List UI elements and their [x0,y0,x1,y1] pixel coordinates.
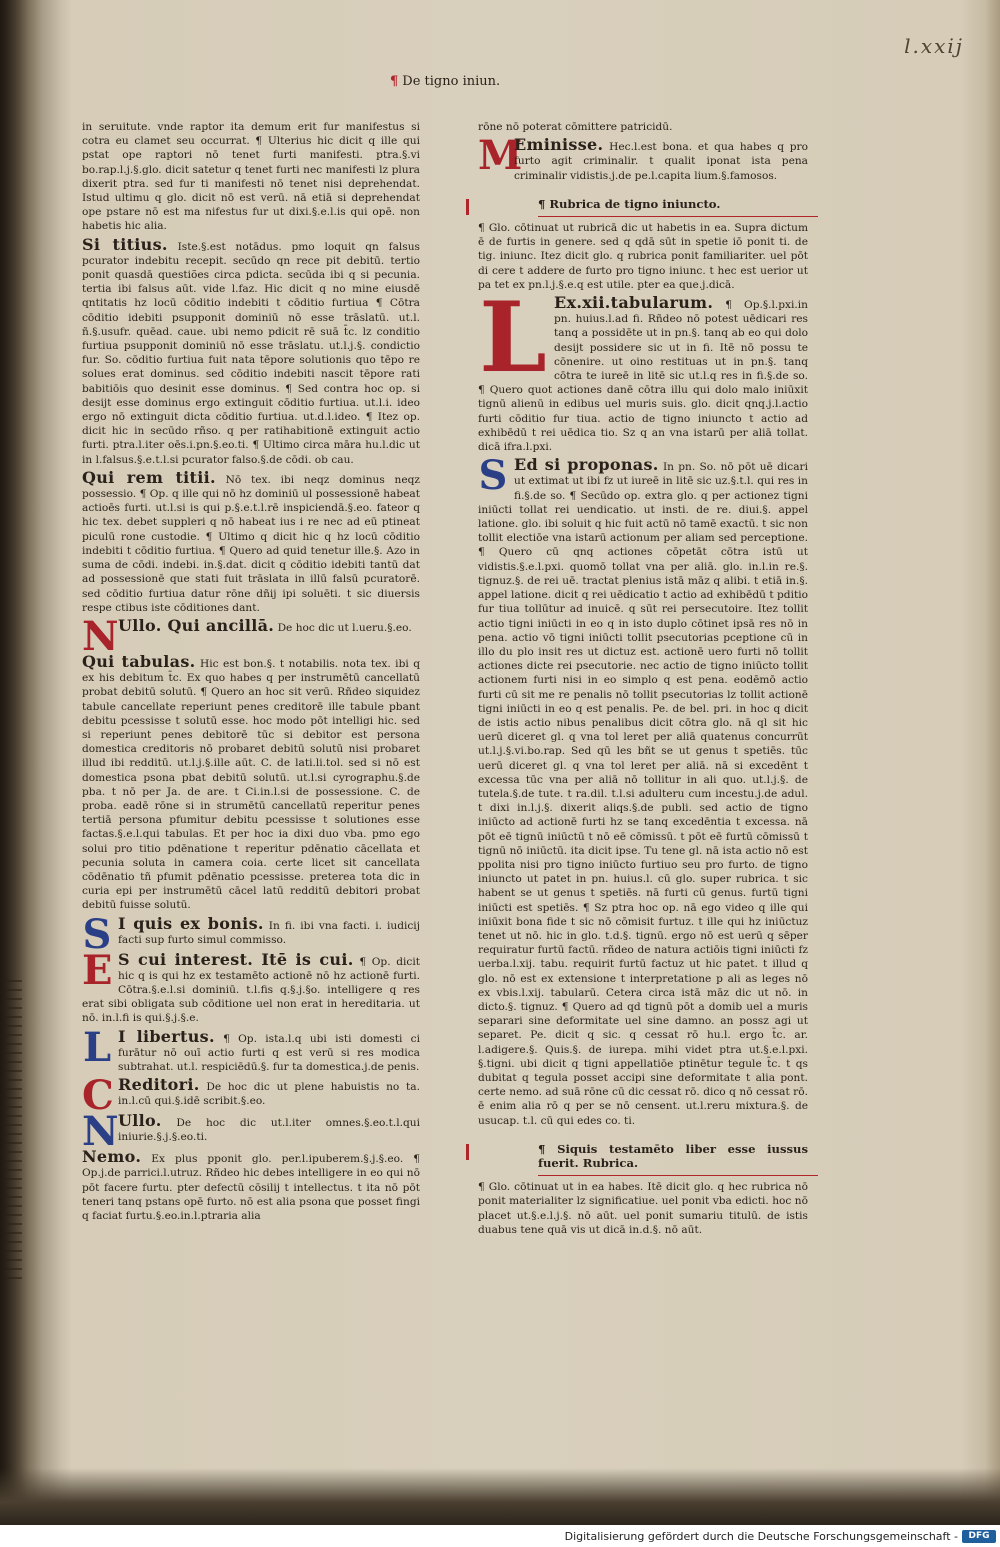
lemma-heading: Ed si proponas. [514,455,659,475]
running-head-text: De tigno iniun. [402,74,501,89]
footer-credit: Digitalisierung gefördert durch die Deutsche Forschungsgemeinschaft - [564,1530,958,1543]
decorated-initial: S [82,910,112,958]
lemma-heading: I libertus. [118,1026,215,1046]
gloss-text: ¶ Op. ista.l.q ubi isti domesti ci furātur nō ouī actio furti q est verū si res modica subtrahat. ut.l. respiciēdū.§. fur ta domestica.j.de penis. [118,1032,420,1073]
text-paragraph: ¶ Glo. cōtinuat ut rubricā dic ut habetis in ea. Supra dictum ē de furtis in genere. sed q qdā sūt in spetie iō ponit ti. de tig. iniunc. Itez dicit glo. q rubrica ponit familiariter. uel pōt di cere t addere de furto pro tigno iniunc. t hec est uerior ut pa tet ex pn.l.j.§.e.q est utile. pter ea que.j.dicā. [478,222,808,291]
decorated-initial: S [478,452,508,500]
decorated-initial: N [82,1108,119,1156]
gloss-paragraph [82,946,421,1026]
gloss-text: Nō tex. ibi neqz dominus neqz possessio. ¶ Op. q ille qui nō hz dominiū ul possessionē habeat actioēs furti. ut.l.si is qui p.§.e.t.l.rē inspiciendā.§.eo. fateor q hic tex. debet suppleri q nō habeat ius i re nec ad eū ptineat piculū rone custodie. ¶ Ultimo q dicit hic q hz locū cōditio indebiti t cōditio furtiua. ¶ Quero ad quid tenetur ille.§. Azo in suma de cōdi. indebi. in.§.dat. dicit q cōditio idebiti tantū dat ad possessionē que stati fuit trāslata in illū falsū pcuratorē. sed cōditio furtiua datur rōne dñij ipi soluēti. t sic diuersis respe ctibus iste cōditiones dant. [82,473,420,614]
folio-number: l.xxij [904,34,964,58]
decorated-initial: E [82,946,113,994]
gloss-paragraph [478,132,808,183]
lemma-heading: S cui interest. Itē is cui. [118,949,354,969]
gloss-paragraph [82,1072,420,1120]
gloss-text: Ex plus pponit glo. per.l.ipuberem.§.j.§.eo. ¶ Op.j.de parrici.l.utruz. Rñdeo hic debes intelligere in eo qui nō pōt facere furtu. pter defectū cōsilij t intellectus. t ita nō pōt teneri tanq pstans opē furto. nō est alia psona que posset fingi q faciat furtu.§.eo.in.l.ptraria alia [82,1153,421,1222]
decorated-initial: L [82,1023,112,1071]
decorated-initial: L [479,281,547,395]
rubric-heading: ¶ Rubrica de tigno iniuncto. [478,197,808,211]
page-bottom-edge [0,1468,1000,1525]
gloss-text: De hoc dic ut plene habuistis no ta. in.l.cū qui.§.idē scribit.§.eo. [118,1081,420,1108]
gloss-paragraph [82,234,420,467]
text-paragraph: ¶ Glo. cōtinuat ut in ea habes. Itē dicit glo. q hec rubrica nō ponit materialiter lz significatiue. uel ponit vba edicti. hoc nō placet ut.§.e.l.j.§. nō aūt. uel ponit sumariu titulū. de istis duabus tene quā vis ut dicā in.d.§. nō aūt. [478,1181,808,1236]
gloss-paragraph [82,651,420,913]
gloss-paragraph [478,281,808,454]
gloss-paragraph [82,467,420,615]
gutter-shadow [0,0,72,1525]
decorated-initial: N [82,612,119,660]
running-head [390,74,500,89]
decorated-initial: M [478,132,523,180]
lemma-heading: Eminisse. [514,135,604,155]
lemma-heading: Qui tabulas. [82,651,196,671]
lemma-heading: Ullo. Qui ancillā. [118,615,275,635]
gloss-paragraph [478,452,808,1128]
lemma-heading: Si titius. [82,234,168,254]
lemma-heading: Qui rem titii. [82,467,216,487]
gloss-text: In fi. ibi vna facti. i. iudicij facti sup furto simul commisso. [118,919,420,946]
gloss-paragraph [82,910,420,958]
rubric-heading: ¶ Siquis testamēto liber esse iussus fuerit. Rubrica. [478,1142,808,1170]
rubric-mark-icon: ¶ [390,74,399,89]
left-column [82,120,420,1227]
text-paragraph: rōne nō poterat cōmittere patricidū. [478,121,673,133]
left-marginalia [4,980,22,1280]
gloss-text: In pn. So. nō pōt uē dicari ut extimat ut ibi fz ut iureē in litē sic uz.§.t.l. qui res in fi.§.de so. ¶ Secūdo op. extra glo. q per actionez tigni iniūcti tollat rei uendicatio. ut insti. de re. diui.§. appel latione. glo. ibi soluit q hic fuit actū nō tamē exactū. t sic non tollit electiōe vna istarū actionum per aliam sed perceptione. ¶ Quero cū qnq actiones cōpetāt cōtra istū ut vidistis.§.e.l.pxi. quomō tollat vna per aliā. glo. in.l.in re.§. tignuz.§. de rei uē. tractat plenius istā māz q alibi. t etiā in.§. appel latione. dicit q rei uēdicatio t actio ad exhibēdū t pditio fur tiua tollūtur ad inuicē. q sūt rei persecutoire. Itez tollit actio tigni iniūcti in eo q in isto duplo cōtinet ipsā res nō in pena. actio vō tigni iniūcti tollit psecutorias pceptione cū in illo du plo insit res ut dictuz est. actionē uero furti nō tollit actiones dicte rei psecutorie. nec actio de tigno iniūcto tollit actionem furti nisi in eo simplo q est pena. eodēmō actio furti cū sit me re penalis nō tollit psecutorias lz tollit actionē tigni iniūcti in eo q est penalis. Pe. de bel. pri. in hoc q dicit de istis actio nibus penalibus dicit cōtra glo. nā ql sit hic uerū diceret gl. q vna tol leret per aliā quatenus concurrūt ut.l.j.§.vi.bo.rap. Sed qū les bñt se ut genus t spetiēs. tūc uerū diceret gl. q vna tol leret per aliā. nā si excedēnt t excessa tūc vna per aliā nō tollitur in ali quo. ut.l.j.§. de tutela.§.de tute. t ra.dil. t.l.si adulteru cum incestu.j.de adul. t dixi in.l.j.§. dixerit aliqs.§.de publi. sed actio de tigno iniūcto ad actionē furti hz se tanq excedēntia t excessa. nā pōt eē tignū iniūctū t nō eē cōmissū. t pōt eē furtū cōmissū t tignū nō iniūctū. ita dicit ipse. Tu tene gl. nā ista actio nō est ppolita nisi pro tigno iniūcto furtiuo seu pro furto. de tigno iniuncto ut patet in pn. huius.l. cū glo. super rubrica. t sic habent se ut genus t spetiēs. nā furti cū genus. furtū tigni iniūcti est spetiēs. ¶ Sz ptra hoc op. nā ego video q ille qui iniūxit bona fide t sic nō cōmisit furtuz. t ille qui hz iniūctuz tenet ut nō. hic in glo. t.d.§. tignū. ergo nō est uerū q sēper requiratur furtū factū. rñdeo de natura actiōis tigni iniūcti fz uerba.l.xij. tabu. requirit furtū factuz ut hic patet. t illud q glo. nō est ex extensione t interpretatione p ali as leges nō ex vbis.l.xij. tabularū. Cetera circa istā māz dic ut nō. in dicto.§. tignuz. ¶ Quero ad qd tignū pōt a domib uel a muris separari sine deformitate uel sine damno. an possz agi ut separet. Pe. dicit q sic. q cessat rō hu.l. ergo t̄c. ar. l.adigere.§. Quis.§. de iurepa. mihi videt ptra ut.§.e.l.pxi. §.tigni. ubi dicit q tigni appellatiōe ptinētur tegule t̄c. t qs dubitat q tegula posset accipi sine deformitate t alia pont. certe nemo. ad suā rōne cū dic cessat rō. dico q nō cessat rō. ē enim alia rō q per se nō censent. ut.l.reru mixtura.§. de usucap. t.l. cū qui edes co. ti. [478,461,808,1127]
gloss-paragraph [82,1108,420,1156]
gloss-text: Hic est bon.§. t notabilis. nota tex. ibi q ex his debitum t̄c. Ex quo habes q per instrumētū cancellatū probat debitū solutū. ¶ Quero an hoc sit verū. Rñdeo siquidez tabule cancellate reperiunt penes creditorē ille tabule pbant debitu pcessisse t solutū esse. hoc modo pōt intelligi hic. sed si reperiunt penes debitorē tūc si debitor est persona domestica creditoris nō probaret debitū solutū nisi probaret illud ibi redditū. ut.l.j.§.ille aūt. C. de lati.li.tol. sed si nō est domestica psona pbat debitū solutū. ut.l.si cyrographu.§.de pba. t nō per Ja. de are. t Ci.in.l.si de possessione. C. de proba. eadē rōne si in strumētū cancellatū reperitur penes tertiā persona pfumitur debitu pcessisse t solutiones esse factas.§.e.l.qui tabulas. Et per hoc ia dixi duo vba. pmo ego solui pro titio pdēnatione t reperitur pdēnatio cācellata et pecunia soluta in camera coia. certe licet sit cancellata cōdēnatio tñ pfumit pdēnatio pcessisse. preterea tota dic in curia epi per instrumētū cācel latū redditū debitori probat debitū fuisse solutū. [82,657,420,912]
gloss-text: Hec.l.est bona. et qua habes q pro furto agit criminalir. t qualit iponat ista pena criminalir vidistis.j.de pe.l.capita lium.§.famosos. [514,141,808,182]
lemma-heading: Ullo. [118,1111,162,1131]
gloss-paragraph [82,1023,420,1075]
gloss-text: Iste.§.est notādus. pmo loquit qn falsus pcurator indebitu recepit. secūdo qn rece pit debitū. tertio ponit quasdā questiões circa pdicta. secūda ibi q si pecunia. tertia ibi falsus aūt. vide l.faz. Hic dicit q no mine eiusdē qntitatis hz locū cōditio indebiti t cōditio furtiua ¶ Cōtra cōditio idebiti psupponit dominiū nō esse trāslatū. ut.l. ñ.§.usufr. quēad. caue. ubi nemo pdicit rē suā t̄c. lz conditio furtiua psupponit dominiū nō esse trāslatu. ut.l.j.§. condictio fur. So. cōditio furtiua fuit nata tēpore solutionis quo tēpo re solues erat dominus. sed cōditio indebiti nascit tēpore rati babitiōis quo desinit esse dominus. ¶ Sed contra hoc op. si desijt esse dominus ergo extinguit cōditio furtiua. ut.l.i. ideo ergo nō extinguit dicta cōditio furtiua. ut.d.l.ideo. ¶ Itez op. dicit hic in secūdo rñso. q per ratihabitionē extinguit actio furti. ptra.l.iter oēs.i.pn.§.eo.ti. ¶ Ultimo circa māra hu.l.dic ut in l.falsus.§.e.t.l.si pcurator falso.§.de cōdi. ob cau. [82,240,420,466]
gloss-paragraph [82,1147,421,1223]
lemma-heading: Reditori. [118,1075,200,1095]
gloss-text: De hoc dic ut l.ueru.§.eo. [277,621,412,634]
decorated-initial: C [82,1072,114,1120]
gloss-text: ¶ Op.§.l.pxi.in pn. huius.l.ad fi. Rñdeo nō potest uēdicari res tanq a possidēte ut in pn.§. tanq ab eo qui dolo desijt possidere sic ut in fi. Itē nō possu te cōnenire. ut oino restituas ut in pn.§. tanq cōtra te iureē in litē sic ut.l.q res in fi.§.de so. ¶ Quero quot actiones danē cōtra illu qui dolo malo iniūxit tignū alienū in edibus uel muris suis. glo. dicit qnq.j.l.actio furti cōditio fur tiua. actio de tigno iniuncto t actio ad exhibēdū t rei uēdica tio. Sz q an vna istarū per aliā tollat. dicā ifra.l.pxi. [478,299,808,454]
gloss-paragraph [82,612,420,660]
gloss-text: De hoc dic ut.l.iter omnes.§.eo.t.l.qui iniurie.§.j.§.eo.ti. [118,1117,420,1144]
lemma-heading: I quis ex bonis. [118,913,264,933]
gloss-text: ¶ Op. dicit hic q is qui hz ex testamēto actionē nō hz actionē furti. Cōtra.§.e.l.si dominiū. t.l.fis q.§.j.§o. intelligere q res erat sibi obligata sub cōditione uel non erat in hereditaria. ut nō. in.l.fi is qui.§.j.§.e. [82,955,421,1025]
footer-bar [0,1525,1000,1547]
dfg-logo: DFG [962,1530,996,1543]
text-paragraph: in seruitute. vnde raptor ita demum erit fur manifestus si cotra eu clamet seu occurrat. ¶ Ulterius hic dicit q ille qui pstat ope raptori nō tenet furti manifesti. ptra.§.vi bo.rap.l.j.§.glo. dicit satetur q tenet furti nec manifesti lz plura dixerit ptra. sed fur ti manifesti nō tenet nisi deprehendat. Istud ultimu q glo. dicit nō est verū. nā etiā si deprehendat ope pstare nō est ma nifestus fur ut dixi.§.e.l.is qui opē. non habetis hic alia. [82,121,420,233]
lemma-heading: Nemo. [82,1147,142,1167]
lemma-heading: Ex.xii.tabularum. [554,293,714,313]
right-column [478,120,808,1241]
